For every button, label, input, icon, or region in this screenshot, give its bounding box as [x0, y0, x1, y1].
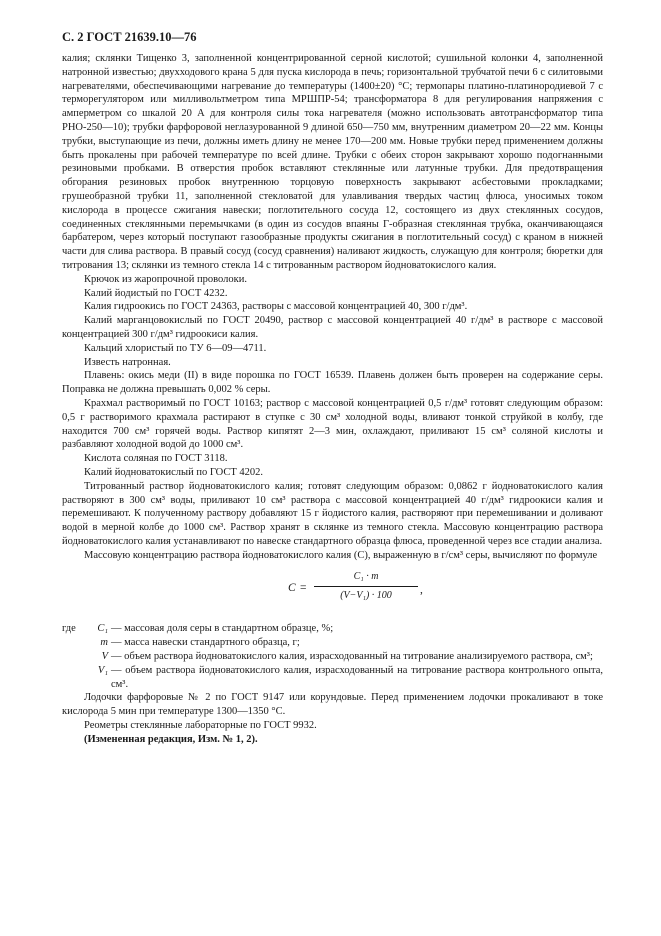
- legend-text: — объем раствора йодноватокислого калия, израсходованный на титрование раствора контрольного опыта, см³.: [111, 664, 603, 690]
- legend-item: [62, 664, 603, 692]
- paragraph: Кальций хлористый по ТУ 6—09—4711.: [84, 342, 267, 354]
- paragraph: Лодочки фарфоровые № 2 по ГОСТ 9147 или корундовые. Перед применением лодочки прокаливают в токе кислорода 5 мин при температуре 1300—1350 °С.: [62, 692, 603, 718]
- formula-numerator: C₁ · m: [314, 570, 418, 587]
- paragraph: Реометры стеклянные лабораторные по ГОСТ 9932.: [84, 720, 317, 732]
- paragraph: калия; склянки Тищенко 3, заполненной концентрированной серной кислотой; сушильной колонки 4, заполненной натронной известью; двухходового крана 5 для пуска кислорода в печь; горизонтальной трубчатой печи 6 с силитовыми нагревателями, обеспечивающими нагревание до температуры (1400±20) °С; термопары платино-платинородиевой 7 с терморегулятором или милливольтметром типа МРШПР-54; трансформатора 8 для регулирования напряжения с амперметром со шкалой 20 А для контроля силы тока нагревателя (можно использовать автотрансформатор типа РНО-250—10); трубки фарфоровой неглазурованной 9 длиной 650—750 мм, внутренним диаметром 20—22 мм. Концы трубки, выступающие из печи, должны иметь длину не менее 170—200 мм. Новые трубки перед применением должны быть прокалены при рабочей температуре по всей длине. Трубки с обеих сторон закрывают хорошо подогнанными резиновыми пробками. В отверстия пробок вставляют стеклянные или латунные трубки. Для предотвращения обгорания резиновых пробок внутреннюю торцовую поверхность закрывают асбестовыми прокладками; грушеобразной трубки 11, заполненной стекловатой для улавливания твердых частиц флюса, уносимых током кислорода в процессе сжигания навески; поглотительного сосуда 12, состоящего из двух стеклянных сосудов, соединенных стеклянными перемычками (в один из сосудов впаяны Г-образная стеклянная трубка, оканчивающаяся барбатером, через который поступают газообразные продукты сжигания в поглотительный сосуд) с краном в нижней части для слива раствора. В правый сосуд (сосуд сравнения) наливают жидкость, служащую для контроля; бюретки для титрования 13; склянки из темного стекла 14 с титрованным раствором йодноватокислого калия.: [62, 53, 603, 271]
- paragraph: Крахмал растворимый по ГОСТ 10163; раствор с массовой концентрацией 0,5 г/дм³ готовят следующим образом: 0,5 г растворимого крахмала растирают в ступке с 30 см³ холодной воды, вливают тонкой струйкой в колбу, где находится 700 см³ горячей воды. Раствор кипятят 2—3 мин, охлаждают, приливают 15 см³ соляной кислоты и разбавляют холодной водой до 1000 см³.: [62, 397, 603, 451]
- formula-denominator: (V−V₁) · 100: [340, 590, 392, 602]
- formula-equals: =: [300, 582, 307, 595]
- legend-text: — объем раствора йодноватокислого калия, израсходованный на титрование анализируемого раствора, см³;: [111, 651, 593, 663]
- formula-lhs: C: [288, 582, 296, 595]
- paragraph: Калий марганцовокислый по ГОСТ 20490, раствор с массовой концентрацией 40 г/дм³ в растворе с массовой концентрацией 300 г/дм³ гидроокиси калия.: [62, 315, 603, 340]
- formula-legend: [62, 622, 603, 691]
- legend-symbol: m: [100, 637, 108, 649]
- paragraph: Известь натронная.: [84, 356, 171, 368]
- legend-item: [62, 650, 603, 664]
- page-header: С. 2 ГОСТ 21639.10—76: [62, 30, 197, 44]
- paragraph: Плавень: окись меди (II) в виде порошка по ГОСТ 16539. Плавень должен быть проверен на содержание серы. Поправка не должна превышать 0,002 % серы.: [62, 370, 603, 396]
- legend-item: [62, 636, 603, 650]
- legend-item: [62, 622, 603, 636]
- legend-prefix: где: [62, 623, 76, 635]
- formula-fraction: [314, 570, 418, 603]
- legend-text: — масса навески стандартного образца, г;: [111, 637, 300, 649]
- legend-symbol: C₁: [97, 623, 108, 635]
- legend-symbol: V₁: [97, 664, 108, 676]
- paragraph: Кислота соляная по ГОСТ 3118.: [84, 453, 228, 465]
- formula-trail: ,: [420, 584, 423, 597]
- paragraph: Титрованный раствор йодноватокислого калия; готовят следующим образом: 0,0862 г йодноватокислого калия растворяют в 300 см³ воды, приливают 10 см³ раствора с массовой концентрацией 40 г/дм³ гидроокиси калия и перемешивают. К полученному раствору добавляют 15 г йодистого калия, растворяют при перемешивании и доливают водой в мерной колбе до 1000 см³. Раствор хранят в склянке из темного стекла. Массовую концентрацию раствора йодноватокислого калия устанавливают по навеске стандартного образца флюса, проведенной через все стадии анализа.: [62, 480, 603, 547]
- paragraph: Калий йодистый по ГОСТ 4232.: [84, 287, 228, 299]
- legend-symbol: V: [101, 651, 108, 663]
- paragraph: Массовую концентрацию раствора йодноватокислого калия (С), выраженную в г/см³ серы, вычисляют по формуле: [84, 549, 598, 561]
- legend-text: — массовая доля серы в стандартном образце, %;: [111, 623, 334, 635]
- paragraph: Крючок из жаропрочной проволоки.: [84, 273, 247, 285]
- paragraph: Калий йодноватокислый по ГОСТ 4202.: [84, 466, 264, 478]
- formula: [62, 568, 603, 614]
- paragraph: Калия гидроокись по ГОСТ 24363, растворы с массовой концентрацией 40, 300 г/дм³.: [84, 301, 468, 313]
- revision-note: (Измененная редакция, Изм. № 1, 2).: [84, 733, 258, 745]
- document-body: [62, 52, 603, 747]
